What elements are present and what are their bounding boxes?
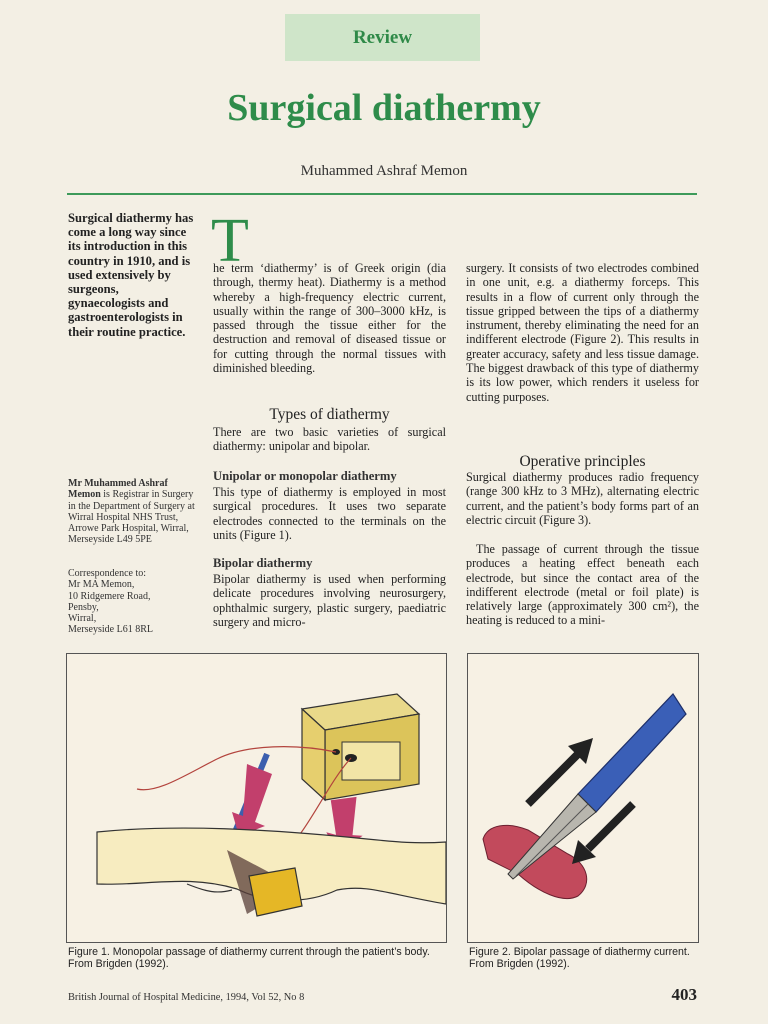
title-rule [67,193,697,195]
unipolar-heading: Unipolar or monopolar diathermy [213,469,397,483]
sidebar-summary: Surgical diathermy has come a long way since its introduction in this country in 1910, and is used extensively by surgeons, gynaecologists and gastroenterologists in their routine practice. [68,211,194,339]
intro-paragraph: he term ‘diathermy’ is of Greek origin (dia through, thermy heat). Diathermy is a method whereby a high-frequency electric current, usually within the range of 300–3000 kHz, is passed through the tissue either for the destruction and removal of diseased tissue or for cutting through the normal tissues with diminished bleeding. [213,261,446,376]
operative-heading: Operative principles [519,453,646,470]
affiliation-name: Mr Muhammed Ashraf Memon [68,478,168,501]
figure-2-caption: Figure 2. Bipolar passage of diathermy current. From Brigden (1992). [469,946,690,971]
figure-1-illustration [66,653,447,943]
section-banner [285,14,480,61]
correspondence-line: 10 Ridgemere Road, [68,590,151,602]
correspondence-block [68,568,198,636]
bipolar-continued-paragraph: surgery. It consists of two electrodes combined in one unit, e.g. a diathermy forceps. This results in a flow of current only through the tissue gripped between the tips of a diathermy instrument, thereby eliminating the need for an indifferent electrode (Figure 2). This results in greater accuracy, safety and less tissue damage. The biggest drawback of this type of diathermy is its low power, which renders it useless for cutting purposes. [466,261,699,404]
monopolar-diagram [67,654,446,942]
types-heading: Types of diathermy [269,406,390,423]
correspondence-line: Pensby, [68,601,99,613]
correspondence-line: Merseyside L61 8RL [68,624,153,636]
drop-cap: T [211,207,249,275]
figure-2-illustration [467,653,699,943]
correspondence-line: Wirral, [68,613,97,625]
bipolar-diagram [468,654,698,942]
bipolar-paragraph: Bipolar diathermy is used when performing delicate procedures involving neurosurgery, ophthalmic surgery, plastic surgery, paediatric surgery and micro- [213,572,446,629]
operative-paragraph-2: The passage of current through the tissue produces a heating effect beneath each electrode, but since the contact area of the indifferent electrode (metal or foil plate) is relatively large (approximately 300 cm²), the heating is reduced to a mini- [466,542,699,628]
article-author: Muhammed Ashraf Memon [300,163,468,179]
bipolar-heading: Bipolar diathermy [213,556,313,570]
operative-paragraph-1: Surgical diathermy produces radio frequency (range 300 kHz to 3 MHz), alternating electric current, and the patient’s body forms part of an electric circuit (Figure 3). [466,470,699,527]
author-affiliation [68,478,198,546]
correspondence-line: Correspondence to: [68,568,147,579]
unipolar-paragraph: This type of diathermy is employed in most surgical procedures. It uses two separate electrodes connected to the terminals on the units (Figure 1). [213,485,446,542]
figure-1-caption: Figure 1. Monopolar passage of diathermy current through the patient’s body. From Brigden (1992). [68,946,430,971]
article-title: Surgical diathermy [227,87,541,129]
section-label: Review [352,26,413,48]
journal-citation: British Journal of Hospital Medicine, 1994, Vol 52, No 8 [68,992,305,1003]
page-number: 403 [671,985,697,1004]
types-paragraph: There are two basic varieties of surgical diathermy: unipolar and bipolar. [213,425,446,454]
correspondence-line: Mr MA Memon, [68,579,135,591]
affiliation-text: is Registrar in Surgery in the Department of Surgery at Wirral Hospital NHS Trust, Arrowe Park Hospital, Wirral, Merseyside L49 5PE [68,489,195,546]
